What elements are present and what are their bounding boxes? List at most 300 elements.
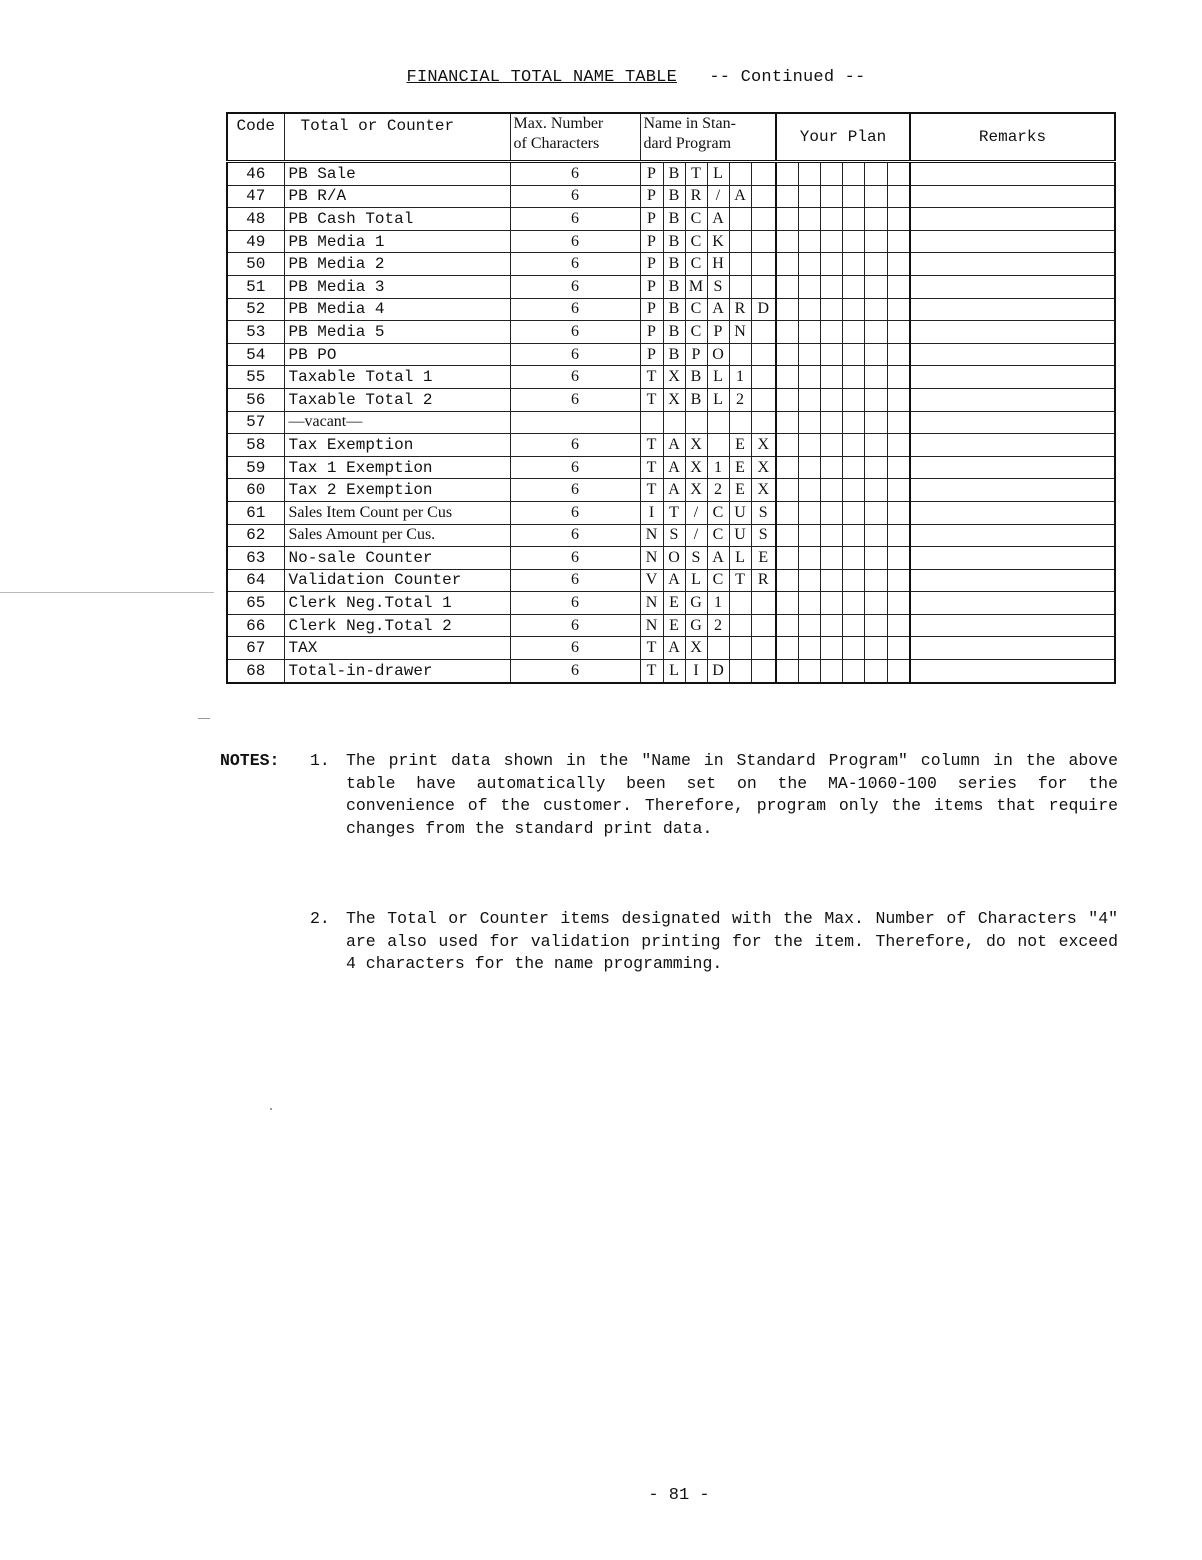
standard-name-char-cell: M [685, 275, 707, 298]
your-plan-char-cell[interactable] [887, 547, 910, 570]
your-plan-char-cell[interactable] [820, 185, 842, 208]
your-plan-char-cell[interactable] [842, 592, 864, 615]
your-plan-char-cell[interactable] [864, 547, 887, 570]
standard-name-char-cell: N [640, 592, 663, 615]
standard-name-char-cell: T [640, 388, 663, 411]
row-max-characters: 6 [510, 366, 640, 389]
your-plan-char-cell[interactable] [776, 388, 798, 411]
your-plan-char-cell[interactable] [820, 298, 842, 321]
your-plan-char-cell[interactable] [864, 185, 887, 208]
your-plan-char-cell[interactable] [887, 208, 910, 231]
your-plan-char-cell[interactable] [820, 614, 842, 637]
your-plan-char-cell[interactable] [798, 162, 820, 186]
your-plan-char-cell[interactable] [776, 434, 798, 457]
standard-name-char-cell: C [707, 524, 729, 547]
your-plan-char-cell[interactable] [798, 637, 820, 660]
standard-name-char-cell [751, 411, 776, 434]
your-plan-char-cell[interactable] [820, 501, 842, 524]
standard-name-char-cell: X [751, 434, 776, 457]
your-plan-char-cell[interactable] [842, 547, 864, 570]
standard-name-char-cell: E [751, 547, 776, 570]
your-plan-char-cell[interactable] [798, 524, 820, 547]
your-plan-char-cell[interactable] [798, 388, 820, 411]
your-plan-char-cell[interactable] [798, 660, 820, 683]
table-title-line [0, 68, 1202, 87]
table-row [227, 230, 1115, 253]
row-code: 59 [227, 456, 284, 479]
remarks-cell[interactable] [910, 456, 1115, 479]
your-plan-char-cell[interactable] [798, 343, 820, 366]
standard-name-char-cell: X [663, 388, 685, 411]
standard-name-char-cell: T [685, 162, 707, 186]
remarks-cell[interactable] [910, 524, 1115, 547]
your-plan-char-cell[interactable] [798, 592, 820, 615]
note-number: 1. [310, 751, 330, 770]
standard-name-char-cell: S [685, 547, 707, 570]
remarks-cell[interactable] [910, 298, 1115, 321]
note-item [310, 750, 1118, 840]
your-plan-char-cell[interactable] [842, 614, 864, 637]
your-plan-char-cell[interactable] [842, 660, 864, 683]
row-code: 60 [227, 479, 284, 502]
your-plan-char-cell[interactable] [820, 524, 842, 547]
standard-name-char-cell: P [707, 321, 729, 344]
your-plan-char-cell[interactable] [842, 208, 864, 231]
standard-name-char-cell: B [663, 230, 685, 253]
your-plan-char-cell[interactable] [864, 321, 887, 344]
your-plan-char-cell[interactable] [798, 547, 820, 570]
table-row [227, 162, 1115, 186]
standard-name-char-cell: B [663, 343, 685, 366]
note-text: The Total or Counter items designated with the Max. Number of Characters "4" are also used for validation printing for the item. Therefore, do not exceed 4 characters for the name programming. [346, 909, 1118, 974]
standard-name-char-cell: P [640, 321, 663, 344]
table-row [227, 637, 1115, 660]
standard-name-char-cell: N [729, 321, 751, 344]
table-row [227, 208, 1115, 231]
your-plan-char-cell[interactable] [864, 479, 887, 502]
remarks-cell[interactable] [910, 479, 1115, 502]
remarks-cell[interactable] [910, 614, 1115, 637]
standard-name-char-cell: C [685, 298, 707, 321]
row-code: 47 [227, 185, 284, 208]
row-code: 66 [227, 614, 284, 637]
remarks-cell[interactable] [910, 162, 1115, 186]
your-plan-char-cell[interactable] [776, 456, 798, 479]
standard-name-char-cell: / [685, 524, 707, 547]
row-max-characters: 6 [510, 614, 640, 637]
standard-name-char-cell: T [640, 479, 663, 502]
your-plan-char-cell[interactable] [776, 366, 798, 389]
row-total-name: No-sale Counter [284, 547, 510, 570]
note-number: 2. [310, 909, 330, 928]
your-plan-char-cell[interactable] [864, 343, 887, 366]
your-plan-char-cell[interactable] [864, 501, 887, 524]
your-plan-char-cell[interactable] [798, 230, 820, 253]
your-plan-char-cell[interactable] [820, 434, 842, 457]
row-total-name: Sales Item Count per Cus [284, 501, 510, 524]
your-plan-char-cell[interactable] [864, 253, 887, 276]
scan-artifact [270, 1108, 272, 1110]
table-row [227, 275, 1115, 298]
row-total-name: PB Media 1 [284, 230, 510, 253]
row-max-characters: 6 [510, 185, 640, 208]
standard-name-char-cell [751, 660, 776, 683]
your-plan-char-cell[interactable] [864, 388, 887, 411]
standard-name-char-cell: I [685, 660, 707, 683]
standard-name-char-cell: 2 [707, 614, 729, 637]
table-row [227, 614, 1115, 637]
table-row [227, 479, 1115, 502]
your-plan-char-cell[interactable] [864, 456, 887, 479]
standard-name-char-cell: H [707, 253, 729, 276]
your-plan-char-cell[interactable] [842, 479, 864, 502]
your-plan-char-cell[interactable] [820, 343, 842, 366]
standard-name-char-cell: P [640, 343, 663, 366]
standard-name-char-cell [751, 253, 776, 276]
your-plan-char-cell[interactable] [820, 637, 842, 660]
your-plan-char-cell[interactable] [842, 298, 864, 321]
your-plan-char-cell[interactable] [887, 434, 910, 457]
header-remarks: Remarks [910, 113, 1115, 162]
standard-name-char-cell [707, 434, 729, 457]
your-plan-char-cell[interactable] [887, 479, 910, 502]
your-plan-char-cell[interactable] [842, 569, 864, 592]
standard-name-char-cell: A [707, 547, 729, 570]
your-plan-char-cell[interactable] [842, 321, 864, 344]
notes-label: NOTES: [220, 751, 280, 770]
standard-name-char-cell: / [707, 185, 729, 208]
your-plan-char-cell[interactable] [820, 456, 842, 479]
your-plan-char-cell[interactable] [798, 411, 820, 434]
your-plan-char-cell[interactable] [776, 411, 798, 434]
standard-name-char-cell: L [707, 388, 729, 411]
your-plan-char-cell[interactable] [864, 230, 887, 253]
your-plan-char-cell[interactable] [776, 208, 798, 231]
your-plan-char-cell[interactable] [864, 660, 887, 683]
header-std-line1: Name in Stan- [643, 115, 736, 132]
standard-name-char-cell: L [707, 162, 729, 186]
standard-name-char-cell: A [663, 456, 685, 479]
your-plan-char-cell[interactable] [864, 524, 887, 547]
your-plan-char-cell[interactable] [776, 321, 798, 344]
your-plan-char-cell[interactable] [798, 501, 820, 524]
row-max-characters: 6 [510, 298, 640, 321]
your-plan-char-cell[interactable] [798, 366, 820, 389]
your-plan-char-cell[interactable] [820, 366, 842, 389]
your-plan-char-cell[interactable] [887, 569, 910, 592]
your-plan-char-cell[interactable] [842, 524, 864, 547]
your-plan-char-cell[interactable] [776, 253, 798, 276]
your-plan-char-cell[interactable] [887, 637, 910, 660]
note-text: The print data shown in the "Name in Standard Program" column in the above table have automatically been set on the MA-1060-100 series for the convenience of the customer. Therefore, program only the items that require changes from the standard print data. [346, 751, 1118, 838]
standard-name-char-cell: C [707, 501, 729, 524]
row-code: 68 [227, 660, 284, 683]
remarks-cell[interactable] [910, 388, 1115, 411]
your-plan-char-cell[interactable] [820, 321, 842, 344]
standard-name-char-cell: C [707, 569, 729, 592]
row-code: 63 [227, 547, 284, 570]
table-title: FINANCIAL TOTAL NAME TABLE [406, 68, 677, 87]
row-max-characters: 6 [510, 275, 640, 298]
your-plan-char-cell[interactable] [820, 592, 842, 615]
your-plan-char-cell[interactable] [776, 637, 798, 660]
your-plan-char-cell[interactable] [842, 253, 864, 276]
standard-name-char-cell [729, 208, 751, 231]
your-plan-char-cell[interactable] [887, 253, 910, 276]
table-row [227, 569, 1115, 592]
your-plan-char-cell[interactable] [842, 388, 864, 411]
standard-name-char-cell: 2 [707, 479, 729, 502]
your-plan-char-cell[interactable] [798, 208, 820, 231]
row-max-characters: 6 [510, 660, 640, 683]
remarks-cell[interactable] [910, 592, 1115, 615]
standard-name-char-cell: O [707, 343, 729, 366]
remarks-cell[interactable] [910, 321, 1115, 344]
your-plan-char-cell[interactable] [776, 479, 798, 502]
remarks-cell[interactable] [910, 411, 1115, 434]
standard-name-char-cell: S [663, 524, 685, 547]
remarks-cell[interactable] [910, 275, 1115, 298]
standard-name-char-cell: N [640, 547, 663, 570]
your-plan-char-cell[interactable] [864, 637, 887, 660]
your-plan-char-cell[interactable] [820, 162, 842, 186]
your-plan-char-cell[interactable] [864, 592, 887, 615]
remarks-cell[interactable] [910, 343, 1115, 366]
your-plan-char-cell[interactable] [887, 230, 910, 253]
your-plan-char-cell[interactable] [864, 275, 887, 298]
your-plan-char-cell[interactable] [776, 501, 798, 524]
remarks-cell[interactable] [910, 501, 1115, 524]
your-plan-char-cell[interactable] [776, 547, 798, 570]
your-plan-char-cell[interactable] [798, 275, 820, 298]
standard-name-char-cell: B [663, 208, 685, 231]
your-plan-char-cell[interactable] [820, 479, 842, 502]
row-total-name: Clerk Neg.Total 1 [284, 592, 510, 615]
standard-name-char-cell: A [707, 298, 729, 321]
your-plan-char-cell[interactable] [820, 253, 842, 276]
row-max-characters: 6 [510, 208, 640, 231]
standard-name-char-cell: U [729, 524, 751, 547]
standard-name-char-cell: X [751, 456, 776, 479]
your-plan-char-cell[interactable] [776, 660, 798, 683]
your-plan-char-cell[interactable] [887, 321, 910, 344]
your-plan-char-cell[interactable] [842, 162, 864, 186]
your-plan-char-cell[interactable] [864, 366, 887, 389]
row-code: 64 [227, 569, 284, 592]
row-max-characters: 6 [510, 343, 640, 366]
remarks-cell[interactable] [910, 230, 1115, 253]
row-max-characters: 6 [510, 524, 640, 547]
standard-name-char-cell [751, 208, 776, 231]
your-plan-char-cell[interactable] [820, 660, 842, 683]
your-plan-char-cell[interactable] [864, 434, 887, 457]
standard-name-char-cell [751, 592, 776, 615]
your-plan-char-cell[interactable] [887, 524, 910, 547]
standard-name-char-cell: L [729, 547, 751, 570]
standard-name-char-cell [751, 162, 776, 186]
standard-name-char-cell: E [729, 479, 751, 502]
row-code: 51 [227, 275, 284, 298]
remarks-cell[interactable] [910, 208, 1115, 231]
your-plan-char-cell[interactable] [820, 275, 842, 298]
your-plan-char-cell[interactable] [887, 275, 910, 298]
your-plan-char-cell[interactable] [887, 343, 910, 366]
standard-name-char-cell: T [729, 569, 751, 592]
standard-name-char-cell: U [729, 501, 751, 524]
standard-name-char-cell: P [640, 230, 663, 253]
standard-name-char-cell [729, 230, 751, 253]
your-plan-char-cell[interactable] [798, 479, 820, 502]
your-plan-char-cell[interactable] [887, 660, 910, 683]
header-max-number [510, 113, 640, 162]
your-plan-char-cell[interactable] [887, 366, 910, 389]
row-code: 65 [227, 592, 284, 615]
row-max-characters: 6 [510, 456, 640, 479]
table-row [227, 366, 1115, 389]
header-max-line1: Max. Number [513, 115, 604, 132]
standard-name-char-cell [729, 411, 751, 434]
your-plan-char-cell[interactable] [776, 343, 798, 366]
scan-artifact [198, 718, 210, 719]
table-row [227, 592, 1115, 615]
row-total-name: Taxable Total 2 [284, 388, 510, 411]
standard-name-char-cell: R [685, 185, 707, 208]
your-plan-char-cell[interactable] [842, 275, 864, 298]
row-max-characters: 6 [510, 592, 640, 615]
your-plan-char-cell[interactable] [776, 592, 798, 615]
standard-name-char-cell: R [729, 298, 751, 321]
table-header-row [227, 113, 1115, 162]
your-plan-char-cell[interactable] [887, 298, 910, 321]
row-code: 53 [227, 321, 284, 344]
standard-name-char-cell: B [685, 388, 707, 411]
your-plan-char-cell[interactable] [864, 298, 887, 321]
standard-name-char-cell [685, 411, 707, 434]
your-plan-char-cell[interactable] [864, 208, 887, 231]
standard-name-char-cell: 2 [729, 388, 751, 411]
your-plan-char-cell[interactable] [887, 501, 910, 524]
your-plan-char-cell[interactable] [842, 501, 864, 524]
standard-name-char-cell: B [663, 185, 685, 208]
your-plan-char-cell[interactable] [776, 230, 798, 253]
your-plan-char-cell[interactable] [820, 569, 842, 592]
your-plan-char-cell[interactable] [864, 569, 887, 592]
your-plan-char-cell[interactable] [820, 208, 842, 231]
remarks-cell[interactable] [910, 253, 1115, 276]
standard-name-char-cell: B [663, 162, 685, 186]
remarks-cell[interactable] [910, 660, 1115, 683]
your-plan-char-cell[interactable] [887, 592, 910, 615]
your-plan-char-cell[interactable] [798, 321, 820, 344]
row-code: 56 [227, 388, 284, 411]
row-code: 62 [227, 524, 284, 547]
remarks-cell[interactable] [910, 547, 1115, 570]
your-plan-char-cell[interactable] [776, 298, 798, 321]
your-plan-char-cell[interactable] [798, 298, 820, 321]
your-plan-char-cell[interactable] [776, 614, 798, 637]
your-plan-char-cell[interactable] [776, 275, 798, 298]
your-plan-char-cell[interactable] [842, 411, 864, 434]
remarks-cell[interactable] [910, 366, 1115, 389]
standard-name-char-cell: B [663, 275, 685, 298]
your-plan-char-cell[interactable] [842, 637, 864, 660]
table-row [227, 388, 1115, 411]
standard-name-char-cell: 1 [729, 366, 751, 389]
your-plan-char-cell[interactable] [887, 388, 910, 411]
your-plan-char-cell[interactable] [842, 456, 864, 479]
standard-name-char-cell: T [640, 456, 663, 479]
your-plan-char-cell[interactable] [776, 162, 798, 186]
table-row [227, 185, 1115, 208]
remarks-cell[interactable] [910, 569, 1115, 592]
your-plan-char-cell[interactable] [776, 524, 798, 547]
standard-name-char-cell: E [729, 434, 751, 457]
row-max-characters: 6 [510, 479, 640, 502]
your-plan-char-cell[interactable] [887, 614, 910, 637]
standard-name-char-cell: S [751, 524, 776, 547]
your-plan-char-cell[interactable] [798, 569, 820, 592]
standard-name-char-cell [751, 230, 776, 253]
table-row [227, 343, 1115, 366]
your-plan-char-cell[interactable] [842, 185, 864, 208]
standard-name-char-cell: T [663, 501, 685, 524]
your-plan-char-cell[interactable] [798, 614, 820, 637]
remarks-cell[interactable] [910, 185, 1115, 208]
your-plan-char-cell[interactable] [864, 411, 887, 434]
your-plan-char-cell[interactable] [887, 411, 910, 434]
your-plan-char-cell[interactable] [887, 456, 910, 479]
row-total-name: PB R/A [284, 185, 510, 208]
standard-name-char-cell: P [640, 275, 663, 298]
your-plan-char-cell[interactable] [820, 230, 842, 253]
your-plan-char-cell[interactable] [842, 230, 864, 253]
your-plan-char-cell[interactable] [820, 547, 842, 570]
row-code: 57 [227, 411, 284, 434]
remarks-cell[interactable] [910, 434, 1115, 457]
row-total-name: PB Media 5 [284, 321, 510, 344]
your-plan-char-cell[interactable] [776, 569, 798, 592]
table-row [227, 524, 1115, 547]
your-plan-char-cell[interactable] [798, 253, 820, 276]
your-plan-char-cell[interactable] [842, 434, 864, 457]
your-plan-char-cell[interactable] [864, 162, 887, 186]
your-plan-char-cell[interactable] [820, 411, 842, 434]
standard-name-char-cell: X [685, 637, 707, 660]
your-plan-char-cell[interactable] [798, 434, 820, 457]
standard-name-char-cell: 1 [707, 456, 729, 479]
your-plan-char-cell[interactable] [842, 366, 864, 389]
page-number: - 81 - [648, 1486, 710, 1505]
row-total-name: Tax Exemption [284, 434, 510, 457]
remarks-cell[interactable] [910, 637, 1115, 660]
standard-name-char-cell: T [640, 366, 663, 389]
your-plan-char-cell[interactable] [842, 343, 864, 366]
your-plan-char-cell[interactable] [864, 614, 887, 637]
your-plan-char-cell[interactable] [887, 162, 910, 186]
standard-name-char-cell: E [663, 592, 685, 615]
your-plan-char-cell[interactable] [798, 456, 820, 479]
standard-name-char-cell: P [640, 162, 663, 186]
table-row [227, 456, 1115, 479]
your-plan-char-cell[interactable] [798, 185, 820, 208]
row-code: 50 [227, 253, 284, 276]
your-plan-char-cell[interactable] [776, 185, 798, 208]
header-std-line2: dard Program [643, 135, 732, 152]
your-plan-char-cell[interactable] [820, 388, 842, 411]
table-row [227, 660, 1115, 683]
standard-name-char-cell: D [707, 660, 729, 683]
your-plan-char-cell[interactable] [887, 185, 910, 208]
